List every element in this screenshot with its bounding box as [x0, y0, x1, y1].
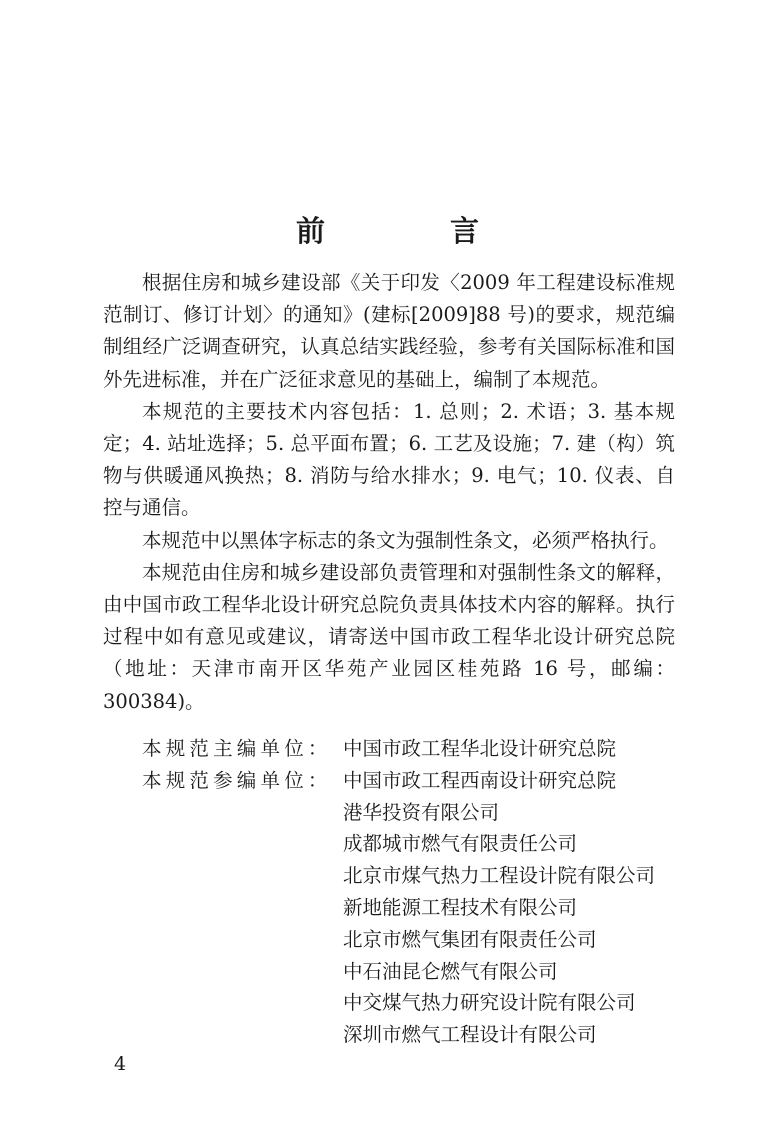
- participating-unit: 新地能源工程技术有限公司: [343, 895, 578, 919]
- page-title: 前 言: [295, 214, 527, 249]
- participating-unit: 成都城市燃气有限责任公司: [343, 832, 578, 856]
- participating-unit: 中国市政工程西南设计研究总院: [343, 768, 617, 792]
- paragraph-background: 根据住房和城乡建设部《关于印发〈2009 年工程建设标准规范制订、修订计划〉的通知》(建标[2009]88 号)的要求，规范编制组经广泛调查研究，认真总结实践经验，参考有关国际标准和国外先进标准，并在广泛征求意见的基础上，编制了本规范。: [103, 271, 675, 391]
- chief-editor-list: [343, 733, 616, 765]
- participating-unit: 北京市煤气热力工程设计院有限公司: [343, 864, 656, 888]
- participating-unit: 北京市燃气集团有限责任公司: [343, 927, 597, 951]
- chief-editor-label: 本规范主编单位：: [142, 737, 332, 760]
- participating-unit: 港华投资有限公司: [343, 800, 500, 824]
- participating-unit: 中交煤气热力研究设计院有限公司: [343, 991, 636, 1015]
- preface-body: [103, 267, 675, 718]
- participating-unit: 中石油昆仑燃气有限公司: [343, 959, 558, 983]
- participating-editors-list: [343, 765, 655, 1051]
- editor-units: [103, 733, 703, 1051]
- participating-unit: 深圳市燃气工程设计有限公司: [343, 1023, 597, 1047]
- paragraph-main-contents: 本规范的主要技术内容包括：1. 总则；2. 术语；3. 基本规定；4. 站址选择；5. 总平面布置；6. 工艺及设施；7. 建（构）筑物与供暖通风换热；8. 消防与给水排水；9. 电气；10. 仪表、自控与通信。: [103, 399, 675, 520]
- page-number: 4: [114, 1053, 127, 1075]
- paragraph-mandatory-provisions: 本规范中以黑体字标志的条文为强制性条文，必须严格执行。: [142, 528, 669, 552]
- participating-editors-label: 本规范参编单位：: [142, 768, 332, 792]
- chief-editor-row: [103, 733, 703, 765]
- paragraph-administration: 本规范由住房和城乡建设部负责管理和对强制性条文的解释，由中国市政工程华北设计研究总院负责具体技术内容的解释。执行过程中如有意见或建议，请寄送中国市政工程华北设计研究总院（地址：天津市南开区华苑产业园区桂苑路 16 号，邮编：300384)。: [103, 560, 675, 713]
- chief-editor-unit: 中国市政工程华北设计研究总院: [343, 737, 617, 760]
- participating-editors-row: [103, 765, 703, 1051]
